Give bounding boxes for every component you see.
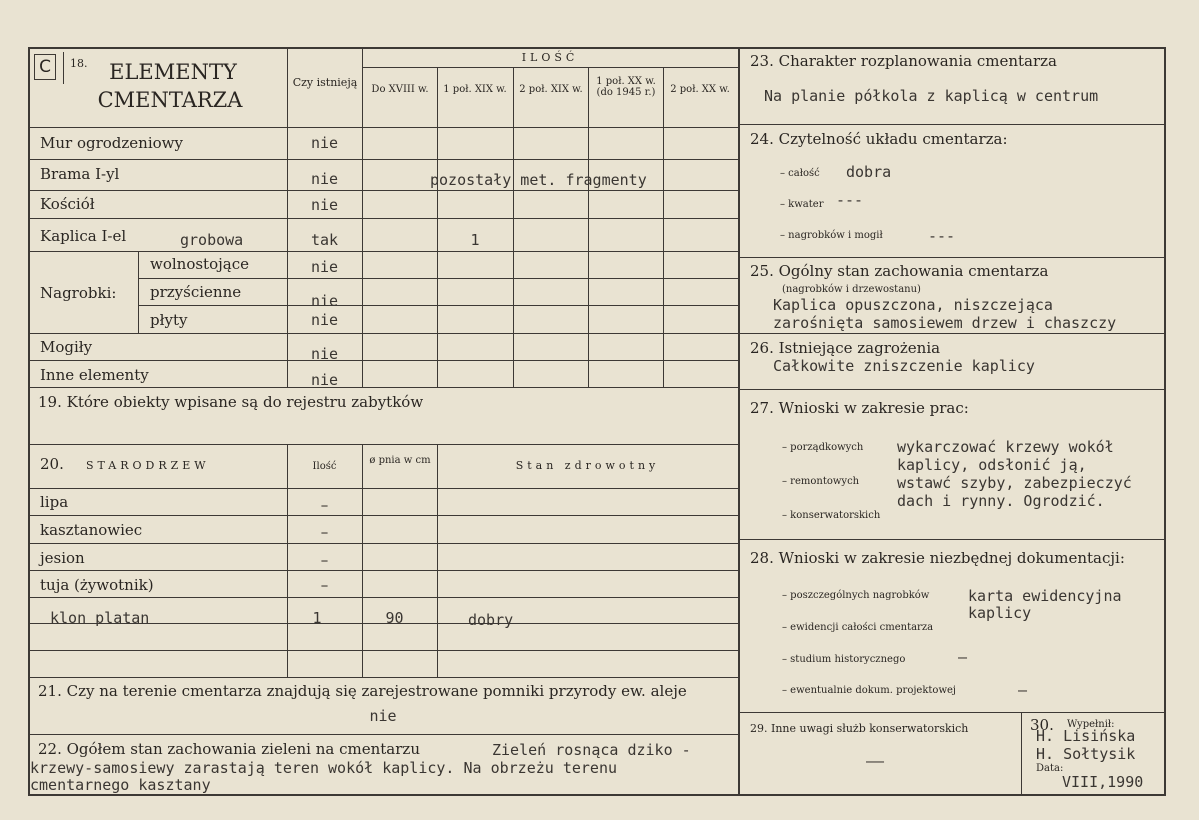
grid-line [362,444,363,677]
row-exists: nie [310,371,339,389]
section22-text: Zieleń rosnąca dziko - [492,741,691,759]
nagrobki-exists: nie [310,311,339,329]
row-exists: tak [310,231,339,249]
grid-line [28,488,738,489]
grid-line [588,67,589,387]
row-label: Mogiły [40,338,93,356]
section22-text: cmentarnego kasztany [30,776,211,794]
grid-line [437,67,438,387]
row-count: 1 [470,231,480,249]
section24-item-label: – całość [780,168,820,179]
grid-line [1021,712,1022,796]
section24-item-label: – nagrobków i mogił [780,230,883,241]
section21-label: 21. Czy na terenie cmentarza znajdują się zarejestrowane pomniki przyrody ew. aleje [38,682,687,700]
section-title-line2: CMENTARZA [97,88,243,112]
section28-item-value: karta ewidencyjna [968,587,1122,605]
col-header-period: 2 poł. XX w. [670,84,730,95]
nagrobki-label: Nagrobki: [40,284,117,302]
section30-date-value: VIII,1990 [1062,773,1144,791]
section28-label: 28. Wnioski w zakresie niezbędnej dokumentacji: [750,549,1125,567]
section30-filled-label: Wypełnił: [1067,719,1115,730]
row-exists: nie [310,134,339,152]
section30-date-label: Data: [1036,763,1064,774]
frame-bottom [28,794,1166,796]
grid-line [28,444,738,445]
grid-line [738,257,1166,258]
row-label: Brama I-yl [40,165,120,183]
grid-line [28,218,738,219]
grid-line [738,539,1166,540]
section19-label: 19. Które obiekty wpisane są do rejestru zabytków [38,393,424,411]
section25-sublabel: (nagrobków i drzewostanu) [782,284,921,295]
section28-item-label: – ewentualnie dokum. projektowej [782,685,957,696]
tree-count: – [320,523,329,541]
row-exists: nie [310,170,339,188]
section26-answer: Całkowite zniszczenie kaplicy [773,357,1035,375]
grid-line [287,47,288,387]
tree-count: – [320,496,329,514]
section30-name: H. Sołtysik [1036,745,1136,763]
grid-line [28,190,738,191]
tree-count: – [320,576,329,594]
section26-label: 26. Istniejące zagrożenia [750,339,941,357]
section24-item-value: dobra [846,163,892,181]
nagrobki-sub-label: wolnostojące [150,255,249,273]
section-title-line1: ELEMENTY [109,60,237,84]
tree-count: – [320,551,329,569]
section27-item-label: – remontowych [782,476,860,487]
grid-line [362,47,363,387]
section28-item-label: – poszczególnych nagrobków [782,590,930,601]
grid-line [362,67,738,68]
row-label: Kaplica I-el [40,227,127,245]
row-extra: grobowa [180,231,244,249]
col-header-exists: Czy istnieją [292,76,358,89]
section-letter: C [34,54,56,80]
grid-line [28,127,738,128]
section30-name: H. Lisińska [1036,727,1136,745]
section27-label: 27. Wnioski w zakresie prac: [750,399,969,417]
section24-item-label: – kwater [780,199,824,210]
nagrobki-sub-label: przyścienne [150,283,242,301]
section29-label: 29. Inne uwagi służb konserwatorskich [750,722,969,735]
section25-text: zarośnięta samosiewem drzew i chaszczy [773,314,1117,332]
section20-number: 20. [40,455,64,473]
grid-line [28,543,738,544]
section23-answer: Na planie półkola z kaplicą w centrum [764,87,1099,105]
row-exists: nie [310,345,339,363]
grid-line [738,124,1166,125]
nagrobki-exists: nie [310,292,339,310]
section20-title: STARODRZEW [86,459,210,472]
col-header-period: 1 poł. XIX w. [443,84,507,95]
grid-line [28,597,738,598]
grid-line [28,333,738,334]
section27-text: dach i rynny. Ogrodzić. [897,492,1105,510]
col-header-quantity: ILOŚĆ [521,51,579,64]
grid-line [138,278,738,279]
tree-name: kasztanowiec [40,521,143,539]
row-label: Inne elementy [40,366,149,384]
tree-name: klon platan [50,609,150,627]
section24-label: 24. Czytelność układu cmentarza: [750,130,1008,148]
tree-diameter: 90 [385,609,404,627]
grid-line [738,712,1166,713]
tree-name: lipa [40,493,69,511]
frame-top [28,47,1166,49]
grid-line [663,67,664,387]
section30-number: 30. [1030,716,1054,734]
tree-name: tuja (żywotnik) [40,576,154,594]
grid-line [738,333,1166,334]
nagrobki-exists: nie [310,258,339,276]
section25-label: 25. Ogólny stan zachowania cmentarza [750,262,1049,280]
col-header-period: 2 poł. XIX w. [519,84,583,95]
row-label: Kościół [40,195,95,213]
grid-line [28,360,738,361]
section28-item-label: – ewidencji całości cmentarza [782,622,934,633]
row-label: Mur ogrodzeniowy [40,134,183,152]
column-divider [738,47,740,796]
section27-text: wykarczować krzewy wokół [897,438,1114,456]
section24-item-value: --- [836,191,864,209]
section28-item-label: – studium historycznego [782,654,906,665]
grid-line [138,305,738,306]
frame-right [1164,47,1166,796]
section27-text: kaplicy, odsłonić ją, [897,456,1087,474]
grid-line [28,650,738,651]
grid-line [28,159,738,160]
grid-line [28,515,738,516]
section27-item-label: – porządkowych [782,442,864,453]
col-header-diameter: ø pnia w cm [369,455,431,466]
grid-line [28,677,738,678]
col-header-health: Stan zdrowotny [515,459,660,472]
col-header-period: 1 poł. XX w. (do 1945 r.) [596,76,656,98]
section22-label: 22. Ogółem stan zachowania zieleni na cmentarzu [38,740,420,758]
col-header-count: Ilość [312,461,337,472]
section29-answer: –– [866,752,885,770]
section22-text: krzewy-samosiewy zarastają teren wokół kaplicy. Na obrzeżu terenu [30,759,617,777]
row-exists: nie [310,196,339,214]
section25-text: Kaplica opuszczona, niszczejąca [773,296,1053,314]
grid-line [437,444,438,677]
section28-item-value: kaplicy [968,604,1032,622]
grid-line [513,67,514,387]
grid-line [138,251,139,333]
tree-name: jesion [40,549,85,567]
row-note: pozostały met. fragmenty [430,171,647,189]
section27-item-label: – konserwatorskich [782,510,881,521]
section28-item-value: – [958,648,968,666]
section24-item-value: --- [928,227,956,245]
tree-count: 1 [312,609,322,627]
grid-line [28,251,738,252]
grid-line [738,389,1166,390]
section27-text: wstawć szyby, zabezpieczyć [897,474,1132,492]
tree-health: dobry [468,611,514,629]
grid-line [28,734,738,735]
grid-line [28,570,738,571]
section23-label: 23. Charakter rozplanowania cmentarza [750,52,1057,70]
grid-line [28,387,738,388]
section21-answer: nie [369,707,397,725]
section28-item-value: – [1018,681,1028,699]
nagrobki-sub-label: płyty [150,311,188,329]
letter-divider [63,52,64,84]
section-number: 18. [70,57,88,70]
col-header-period: Do XVIII w. [371,84,429,95]
